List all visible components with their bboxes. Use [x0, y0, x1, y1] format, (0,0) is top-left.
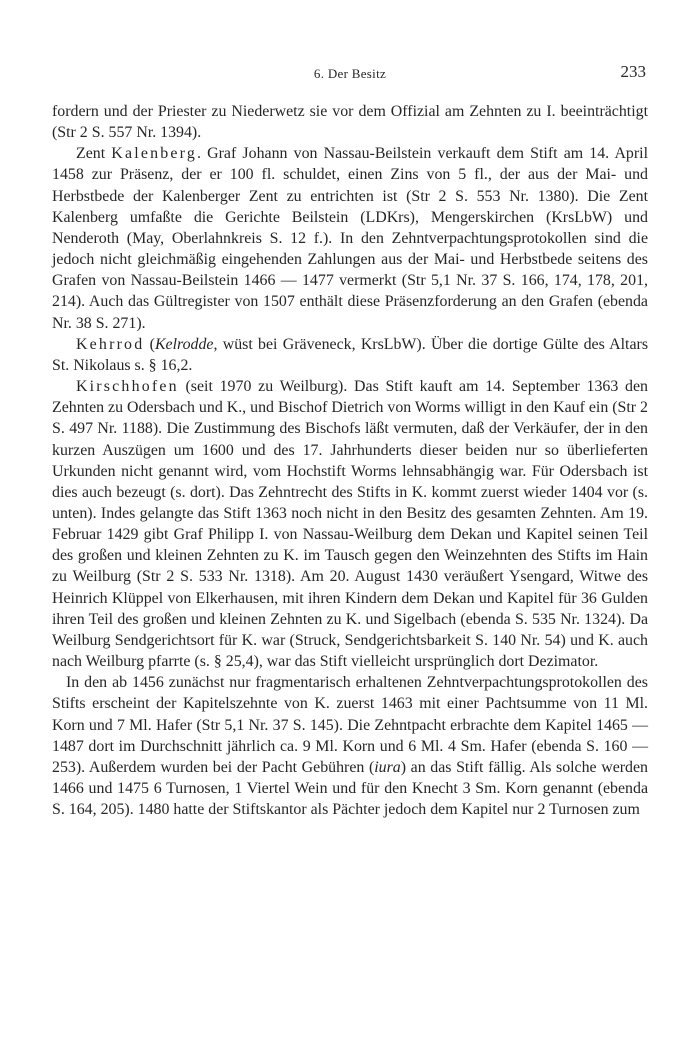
entry-name: Kalenberg: [111, 145, 197, 163]
entry-text: , wüst bei Gräveneck, KrsLbW). Über die dortige Gülte des Altars St. Nikolaus s. § 16,2.: [52, 335, 649, 374]
paragraph-text-after: ) an das Stift fällig. Als solche werden 1466 und 1475 6 Turnosen, 1 Viertel Wein und für den Knecht 3 Sm. Korn genannt (ebenda S. 164, 205). 1480 hatte der Stiftskantor als Pächter jedoch dem Kapitel nur 2 Turnosen zum: [52, 758, 648, 819]
entry-kehrrod: [52, 334, 648, 376]
page-number: 233: [620, 62, 646, 81]
entry-italic-name: Kelrodde: [154, 335, 214, 353]
page-header: [52, 62, 648, 90]
paragraph-text-before: In den ab 1456 zunächst nur fragmentarisch erhaltenen Zehntverpachtungsprotokollen des Stifts erscheint der Kapitelszehnte von K. zuerst 1463 mit einer Pachtsumme von 11 Ml. Korn und 7 Ml. Hafer (Str 5,1 Nr. 37 S. 145). Die Zehntpacht erbrachte dem Kapitel 1465 — 1487 dort im Durchschnitt jährlich ca. 9 Ml. Korn und 6 Ml. 4 Sm. Hafer (ebenda S. 160 — 253). Außerdem wurden bei der Pacht Gebühren (: [52, 674, 648, 776]
body-text: [52, 101, 648, 820]
entry-lead: Zent: [76, 145, 112, 163]
entry-text-open: (: [144, 335, 155, 353]
paragraph-continuation: [52, 101, 648, 143]
entry-name: Kehrrod: [76, 335, 145, 353]
paragraph-text: fordern und der Priester zu Niederwetz sie vor dem Offizial am Zehnten zu I. beeinträchtigt (Str 2 S. 557 Nr. 1394).: [52, 103, 648, 142]
entry-text: . Graf Johann von Nassau-Beilstein verkauft dem Stift am 14. April 1458 zur Präsenz, der er 100 fl. schuldet, einen Zins von 5 fl., der aus der Mai- und Herbstbede der Kalenberger Zent zu entrichten ist (Str 2 S. 553 Nr. 1380). Die Zent Kalenberg umfaßte die Gerichte Beilstein (LDKrs), Mengerskirchen (KrsLbW) und Nenderoth (May, Oberlahnkreis S. 12 f.). In den Zehntverpachtungsprotokollen sind die jedoch nicht gleichmäßig eingehenden Zahlungen aus der Mai- und Herbstbede seitens des Grafen von Nassau-Beilstein 1466 — 1477 vermerkt (Str 5,1 Nr. 37 S. 166, 174, 178, 201, 214). Auch das Gültregister von 1507 enthält diese Präsenzforderung an den Grafen (ebenda Nr. 38 S. 271).: [52, 145, 648, 332]
entry-kirschhofen: [52, 376, 648, 672]
paragraph-zehntverpachtung: [52, 672, 648, 820]
entry-kalenberg: [52, 143, 648, 333]
paragraph-italic-term: iura: [374, 758, 401, 776]
entry-name: Kirschhofen: [76, 378, 179, 396]
running-head: 6. Der Besitz: [313, 66, 387, 81]
entry-text: (seit 1970 zu Weilburg). Das Stift kauft am 14. September 1363 den Zehnten zu Odersbach und K., und Bischof Dietrich von Worms willigt in den Kauf ein (Str 2 S. 497 Nr. 1188). Die Zustimmung des Bischofs läßt vermuten, daß der Verkäufer, der in den kurzen Auszügen um 1600 und des 17. Jahrhunderts dieser beiden nur so überlieferten Urkunden nicht genannt wird, vom Hochstift Worms lehnsabhängig war. Für Odersbach ist dies auch bezeugt (s. dort). Das Zehntrecht des Stifts in K. kommt zuerst wieder 1404 vor (s. unten). Indes gelangte das Stift 1363 noch nicht in den Besitz des gesamten Zehnten. Am 19. Februar 1429 gibt Graf Philipp I. von Nassau-Weilburg dem Dekan und Kapitel seinen Teil des großen und kleinen Zehnten zu K. im Tausch gegen den Weinzehnten des Stifts im Hain zu Weilburg (Str 2 S. 533 Nr. 1318). Am 20. August 1430 veräußert Ysengard, Witwe des Heinrich Klüppel von Elkerhausen, mit ihren Kindern dem Dekan und Kapitel für 36 Gulden ihren Teil des großen und kleinen Zehnten zu K. und Sigelbach (ebenda S. 535 Nr. 1324). Da Weilburg Sendgerichtsort für K. war (Struck, Sendgerichtsbarkeit S. 140 Nr. 54) und K. auch nach Weilburg pfarrte (s. § 25,4), war das Stift vielleicht ursprünglich dort Dezimator.: [52, 378, 648, 671]
